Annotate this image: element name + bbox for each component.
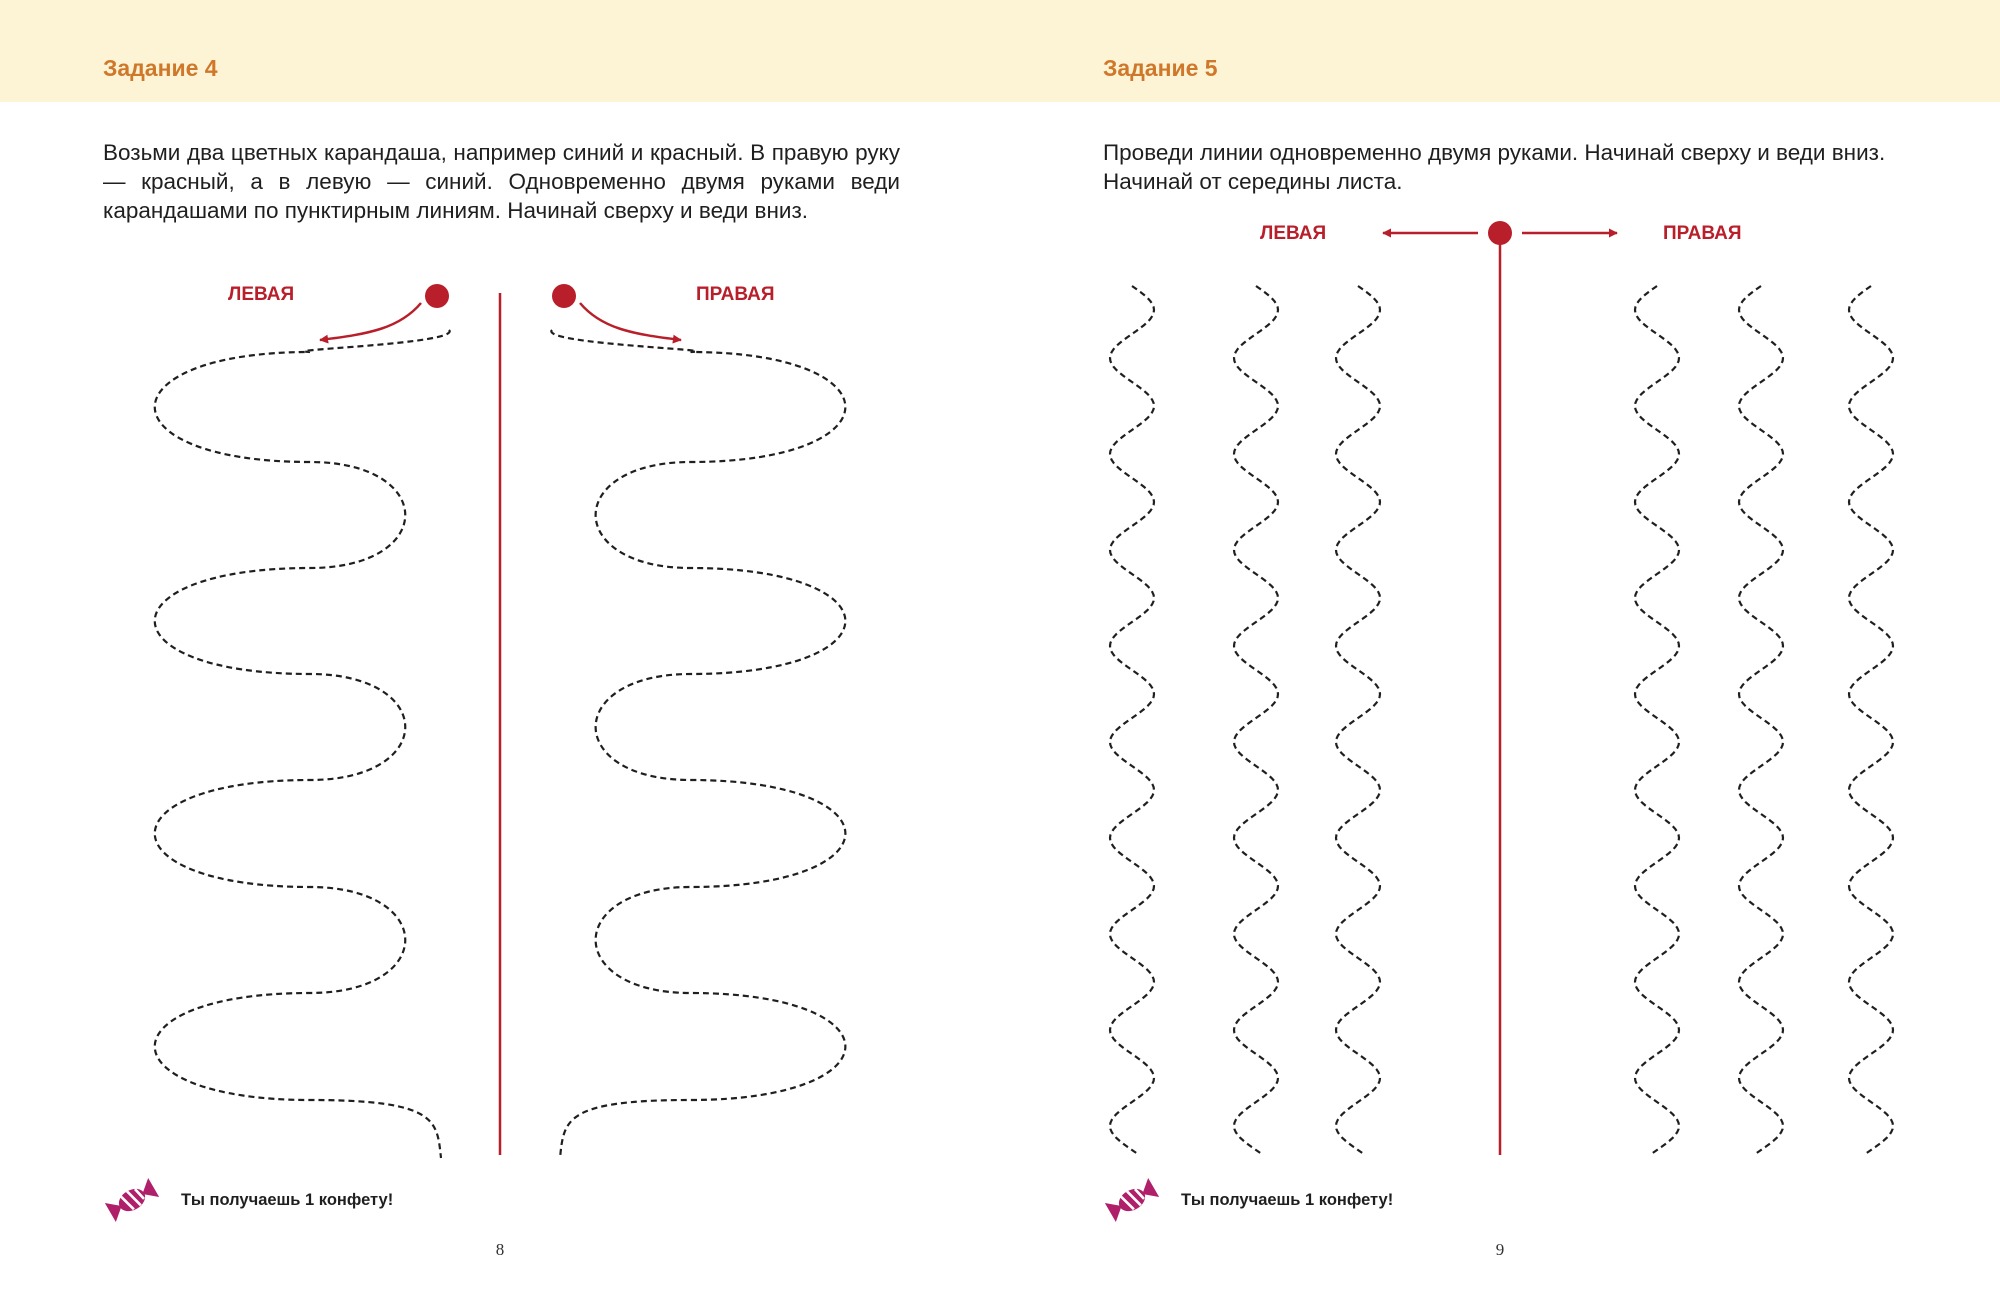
- task-4-dashed-path-right: [551, 330, 845, 1158]
- task-5-label-right: ПРАВАЯ: [1663, 223, 1742, 244]
- task-4-arrow-left: [320, 303, 421, 340]
- task-4-label-right: ПРАВАЯ: [696, 284, 775, 305]
- task-5-wavy-lines: [1110, 286, 1893, 1153]
- task-title-5: Задание 5: [1103, 55, 1218, 81]
- task-5-wavy-line: [1739, 286, 1783, 1153]
- page-number-right: 9: [1495, 1240, 1505, 1259]
- task-4-start-dot-right: [552, 284, 576, 308]
- page-number-left: 8: [495, 1240, 505, 1259]
- reward-text-page-9: Ты получаешь 1 конфету!: [1181, 1190, 1394, 1209]
- candy-icon: [1103, 1175, 1161, 1225]
- reward-text-page-8: Ты получаешь 1 конфету!: [181, 1190, 394, 1209]
- task-5-wavy-line: [1110, 286, 1154, 1153]
- reward-row-page-8: [103, 1175, 393, 1225]
- task-5-wavy-line: [1336, 286, 1380, 1153]
- task-5-instruction: Проведи линии одновременно двумя руками. Начинай сверху и веди вниз. Начинай от середины листа.: [1103, 140, 1886, 194]
- task-4-instruction: Возьми два цветных карандаша, например синий и красный. В правую руку — красный, а в левую — синий. Одновременно двумя руками веди карандашами по пунктирным линиям. Начинай сверху и веди вниз.: [103, 140, 900, 223]
- task-5-start-dot: [1488, 221, 1512, 245]
- reward-row-page-9: [1103, 1175, 1393, 1225]
- task-4-arrow-right: [580, 303, 681, 340]
- task-5-label-left: ЛЕВАЯ: [1260, 223, 1327, 244]
- candy-icon: [103, 1175, 161, 1225]
- task-5-wavy-line: [1234, 286, 1278, 1153]
- task-4-dashed-path-left: [155, 330, 450, 1158]
- task-5-wavy-line: [1635, 286, 1679, 1153]
- task-5-wavy-line: [1849, 286, 1893, 1153]
- task-title-4: Задание 4: [103, 55, 218, 81]
- task-4-label-left: ЛЕВАЯ: [228, 284, 295, 305]
- task-4-start-dot-left: [425, 284, 449, 308]
